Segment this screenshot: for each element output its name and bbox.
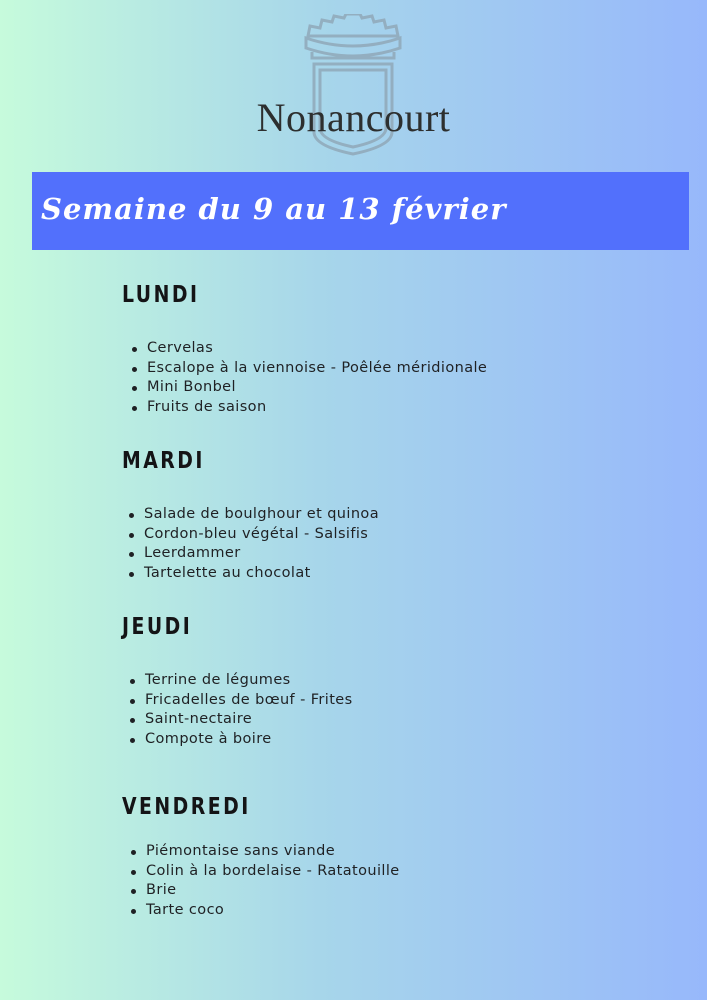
menu-list [130, 842, 400, 920]
day-section-mardi [122, 446, 379, 581]
day-section-jeudi [122, 612, 353, 747]
day-section-vendredi [122, 792, 400, 918]
menu-list [128, 505, 379, 583]
week-title: Semaine du 9 au 13 février [41, 192, 507, 226]
list-item: Compote à boire [129, 730, 353, 750]
list-item: Tarte coco [130, 901, 400, 921]
town-name: Nonancourt [256, 95, 451, 140]
day-title: JEUDI [122, 614, 193, 640]
list-item: Brie [130, 881, 400, 901]
list-item: Tartelette au chocolat [128, 564, 379, 584]
list-item: Fruits de saison [131, 398, 487, 418]
list-item: Terrine de légumes [129, 671, 353, 691]
list-item: Leerdammer [128, 544, 379, 564]
list-item: Salade de boulghour et quinoa [128, 505, 379, 525]
day-section-lundi [122, 280, 488, 415]
list-item: Piémontaise sans viande [130, 842, 400, 862]
list-item: Saint-nectaire [129, 710, 353, 730]
day-title: LUNDI [122, 282, 200, 308]
list-item: Fricadelles de bœuf - Frites [129, 691, 353, 711]
day-title: MARDI [122, 448, 205, 474]
day-title: VENDREDI [122, 794, 251, 820]
menu-list [131, 339, 487, 417]
list-item: Cervelas [131, 339, 487, 359]
list-item: Mini Bonbel [131, 378, 487, 398]
list-item: Colin à la bordelaise - Ratatouille [130, 862, 400, 882]
list-item: Escalope à la viennoise - Poêlée méridionale [131, 359, 487, 379]
menu-list [129, 671, 353, 749]
week-banner [32, 172, 689, 250]
list-item: Cordon-bleu végétal - Salsifis [128, 525, 379, 545]
